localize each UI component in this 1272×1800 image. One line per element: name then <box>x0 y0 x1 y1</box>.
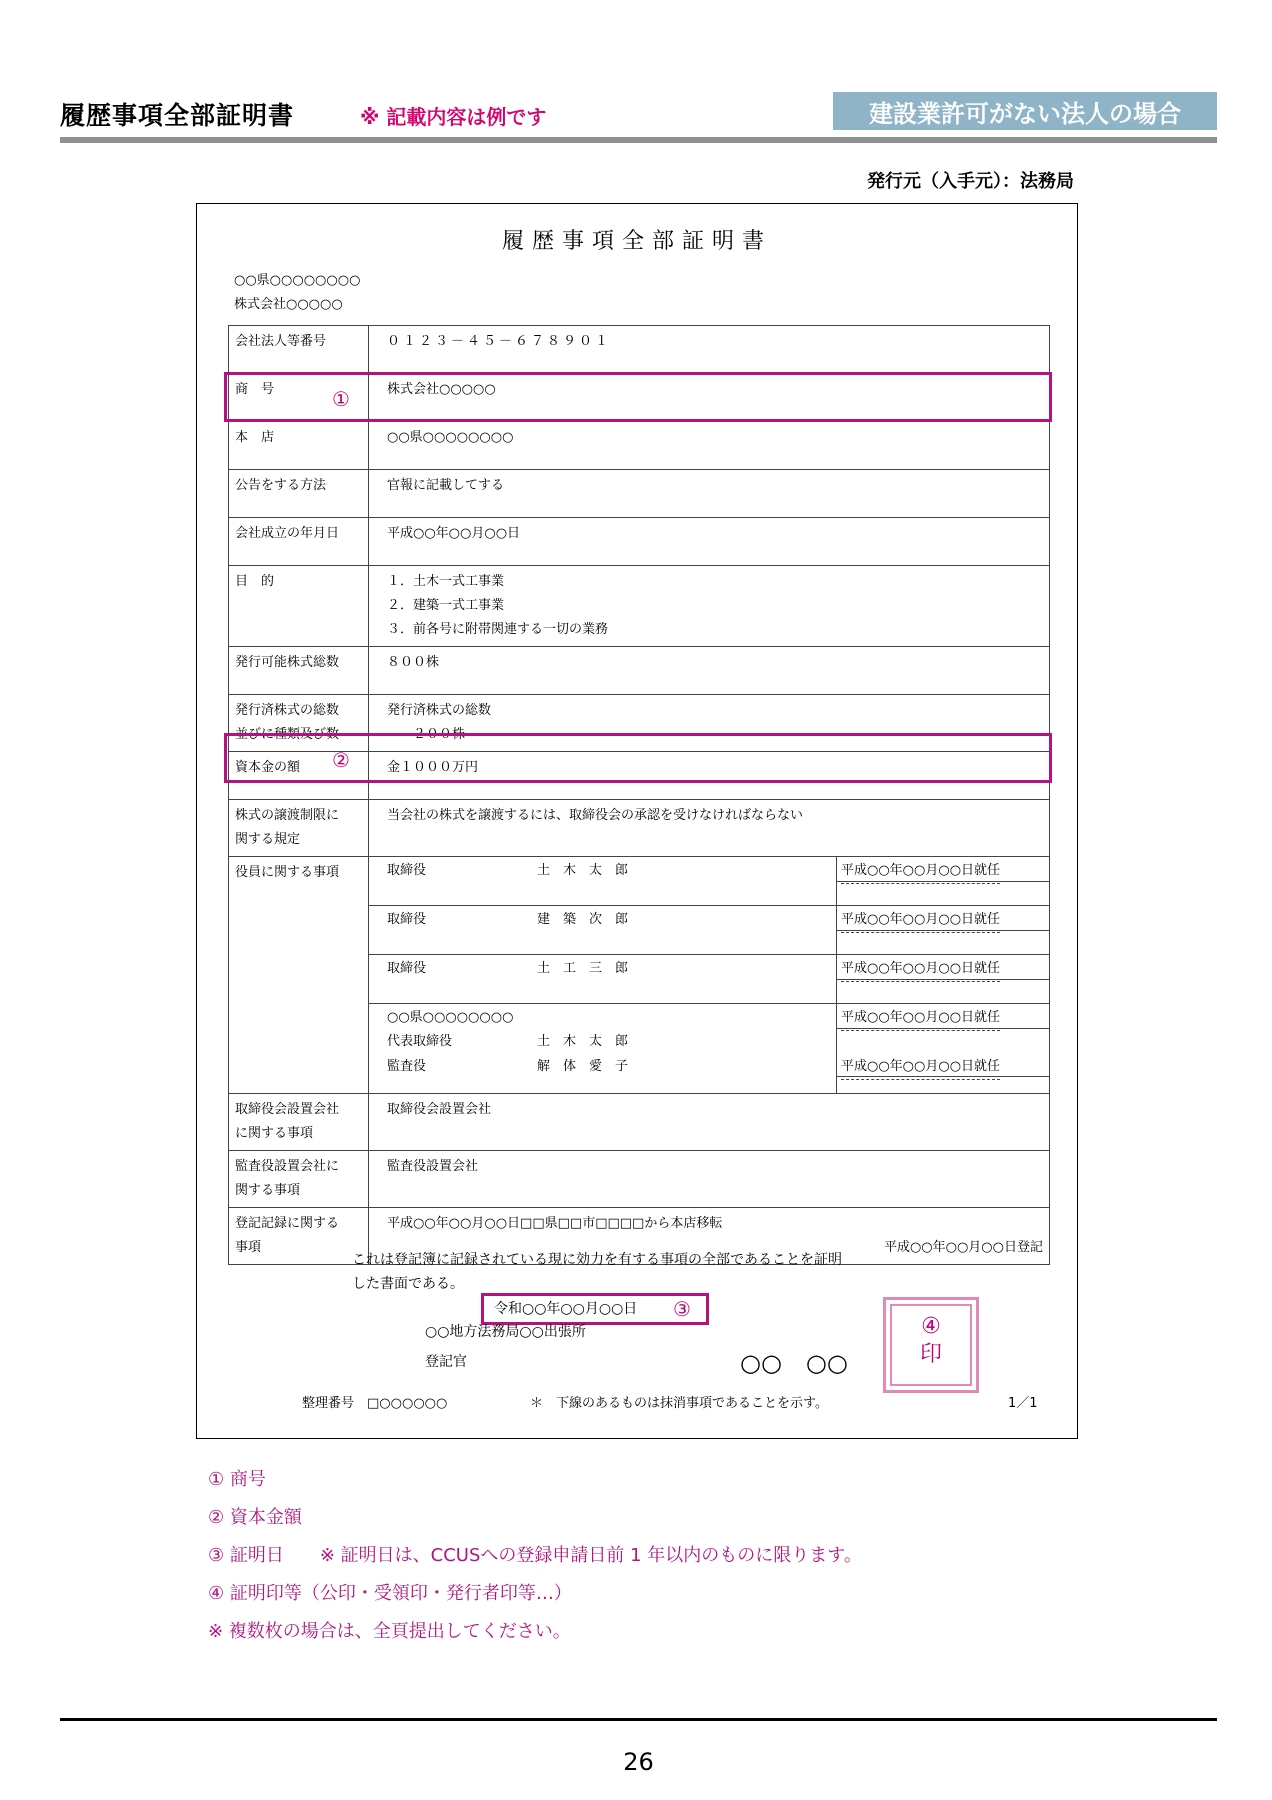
seal-char: 印 <box>919 1342 942 1367</box>
marker-2: ② <box>332 748 350 772</box>
registrar-label: 登記官 <box>425 1354 467 1370</box>
auditor-date: 平成○○年○○月○○日就任 <box>841 1055 1000 1080</box>
value-corp-number: ０１２３－４５－６７８９０１ <box>369 326 1050 374</box>
row-authorized-shares <box>229 647 1050 695</box>
label-auditor-board-2: 関する事項 <box>235 1183 301 1198</box>
officer-date: 平成○○年○○月○○日就任 <box>841 957 1000 982</box>
row-officers <box>229 857 1050 1094</box>
officer-name: 土 工 三 郎 <box>537 961 629 976</box>
label-board-2: に関する事項 <box>235 1126 314 1141</box>
rep-name: 土 木 太 郎 <box>537 1034 629 1049</box>
registry-table <box>228 325 1050 1265</box>
certificate-title: 履歴事項全部証明書 <box>501 229 772 254</box>
value-issued-shares: 発行済株式の総数 <box>387 703 492 718</box>
value-capital: 金１０００万円 <box>369 752 1050 800</box>
auditor-role: 監査役 <box>387 1059 427 1074</box>
label-auditor-board: 監査役設置会社に <box>235 1159 340 1174</box>
label-registry: 登記記録に関する <box>235 1216 340 1231</box>
label-transfer-restriction-2: 関する規定 <box>235 832 301 847</box>
value-notice-method: 官報に記載してする <box>369 470 1050 518</box>
value-head-office: ○○県○○○○○○○○ <box>369 422 1050 470</box>
officer-name: 土 木 太 郎 <box>537 863 629 878</box>
officer-role: 取締役 <box>387 912 427 927</box>
value-transfer-restriction: 当会社の株式を譲渡するには、取締役会の承認を受けなければならない <box>369 800 1050 857</box>
officers-grid <box>369 857 1049 1093</box>
label-registry-2: 事項 <box>235 1240 262 1255</box>
company-name: 株式会社○○○○○ <box>234 297 343 312</box>
label-transfer-restriction: 株式の譲渡制限に <box>235 808 340 823</box>
value-issued-shares-count: ２００株 <box>387 727 466 742</box>
row-purpose <box>229 566 1050 647</box>
underline-note: ＊ 下線のあるものは抹消事項であることを示す。 <box>530 1396 828 1411</box>
rep-address: ○○県○○○○○○○○ <box>387 1010 514 1025</box>
label-capital: 資本金の額 <box>229 752 369 800</box>
registrar-name: ○○ ○○ <box>740 1349 848 1377</box>
label-issued-shares: 発行済株式の総数 <box>235 703 340 718</box>
legend-item: ① 商号 <box>208 1469 266 1490</box>
official-seal <box>883 1297 979 1393</box>
registry-date: 平成○○年○○月○○日登記 <box>883 1240 1043 1255</box>
row-head-office <box>229 422 1050 470</box>
row-corp-number <box>229 326 1050 374</box>
officer-role: 取締役 <box>387 961 427 976</box>
page-count: 1／1 <box>1008 1396 1038 1411</box>
purpose-item: ２．建築一式工事業 <box>387 598 505 613</box>
rep-role: 代表取締役 <box>387 1034 453 1049</box>
auditor-name: 解 体 愛 子 <box>537 1059 629 1074</box>
bureau-name: ○○地方法務局○○出張所 <box>425 1324 586 1340</box>
row-established <box>229 518 1050 566</box>
issuer-label: 発行元（入手元）：法務局 <box>867 171 1074 192</box>
row-transfer-restriction <box>229 800 1050 857</box>
officer-name: 建 築 次 郎 <box>537 912 629 927</box>
legend-item: ※ 複数枚の場合は、全頁提出してください。 <box>208 1621 571 1642</box>
statement-line-2: した書面である。 <box>352 1276 464 1292</box>
value-trade-name: 株式会社○○○○○ <box>369 374 1050 422</box>
label-trade-name: 商 号 <box>229 374 369 422</box>
label-notice-method: 公告をする方法 <box>229 470 369 518</box>
page-number: 26 <box>623 1748 654 1776</box>
row-board <box>229 1094 1050 1151</box>
purpose-item: ３．前各号に附帯関連する一切の業務 <box>387 622 609 637</box>
value-established: 平成○○年○○月○○日 <box>369 518 1050 566</box>
label-authorized-shares: 発行可能株式総数 <box>229 647 369 695</box>
company-address: ○○県○○○○○○○○ <box>234 273 361 288</box>
marker-1: ① <box>332 387 350 411</box>
label-purpose: 目 的 <box>229 566 369 647</box>
header-rule <box>60 137 1217 143</box>
officer-date: 平成○○年○○月○○日就任 <box>841 908 1000 933</box>
rep-date: 平成○○年○○月○○日就任 <box>841 1006 1000 1031</box>
value-authorized-shares: ８００株 <box>369 647 1050 695</box>
marker-3: ③ <box>673 1297 691 1321</box>
label-officers: 役員に関する事項 <box>229 857 369 1094</box>
reference-number: 整理番号 □○○○○○○ <box>302 1396 448 1411</box>
label-issued-shares-2: 並びに種類及び数 <box>235 727 340 742</box>
value-board: 取締役会設置会社 <box>369 1094 1050 1151</box>
example-note: ※ 記載内容は例です <box>360 105 547 129</box>
legend-item: ③ 証明日 ※ 証明日は、CCUSへの登録申請日前 1 年以内のものに限ります。 <box>208 1545 862 1566</box>
purpose-item: １．土木一式工事業 <box>387 574 505 589</box>
officer-date: 平成○○年○○月○○日就任 <box>841 859 1000 884</box>
page-title: 履歴事項全部証明書 <box>60 101 295 130</box>
legend-item: ② 資本金額 <box>208 1507 302 1528</box>
label-board: 取締役会設置会社 <box>235 1102 340 1117</box>
statement-line-1: これは登記簿に記録されている現に効力を有する事項の全部であることを証明 <box>352 1252 842 1268</box>
legend-item: ④ 証明印等（公印・受領印・発行者印等…） <box>208 1583 572 1604</box>
certificate-date: 令和○○年○○月○○日 <box>494 1301 638 1317</box>
label-head-office: 本 店 <box>229 422 369 470</box>
label-corp-number: 会社法人等番号 <box>229 326 369 374</box>
footer-rule <box>60 1718 1217 1721</box>
value-auditor-board: 監査役設置会社 <box>369 1151 1050 1208</box>
row-auditor-board <box>229 1151 1050 1208</box>
marker-4: ④ <box>921 1314 941 1339</box>
label-established: 会社成立の年月日 <box>229 518 369 566</box>
row-notice-method <box>229 470 1050 518</box>
value-registry: 平成○○年○○月○○日□□県□□市□□□□から本店移転 <box>387 1216 723 1231</box>
officer-role: 取締役 <box>387 863 427 878</box>
category-badge: 建設業許可がない法人の場合 <box>833 92 1217 130</box>
